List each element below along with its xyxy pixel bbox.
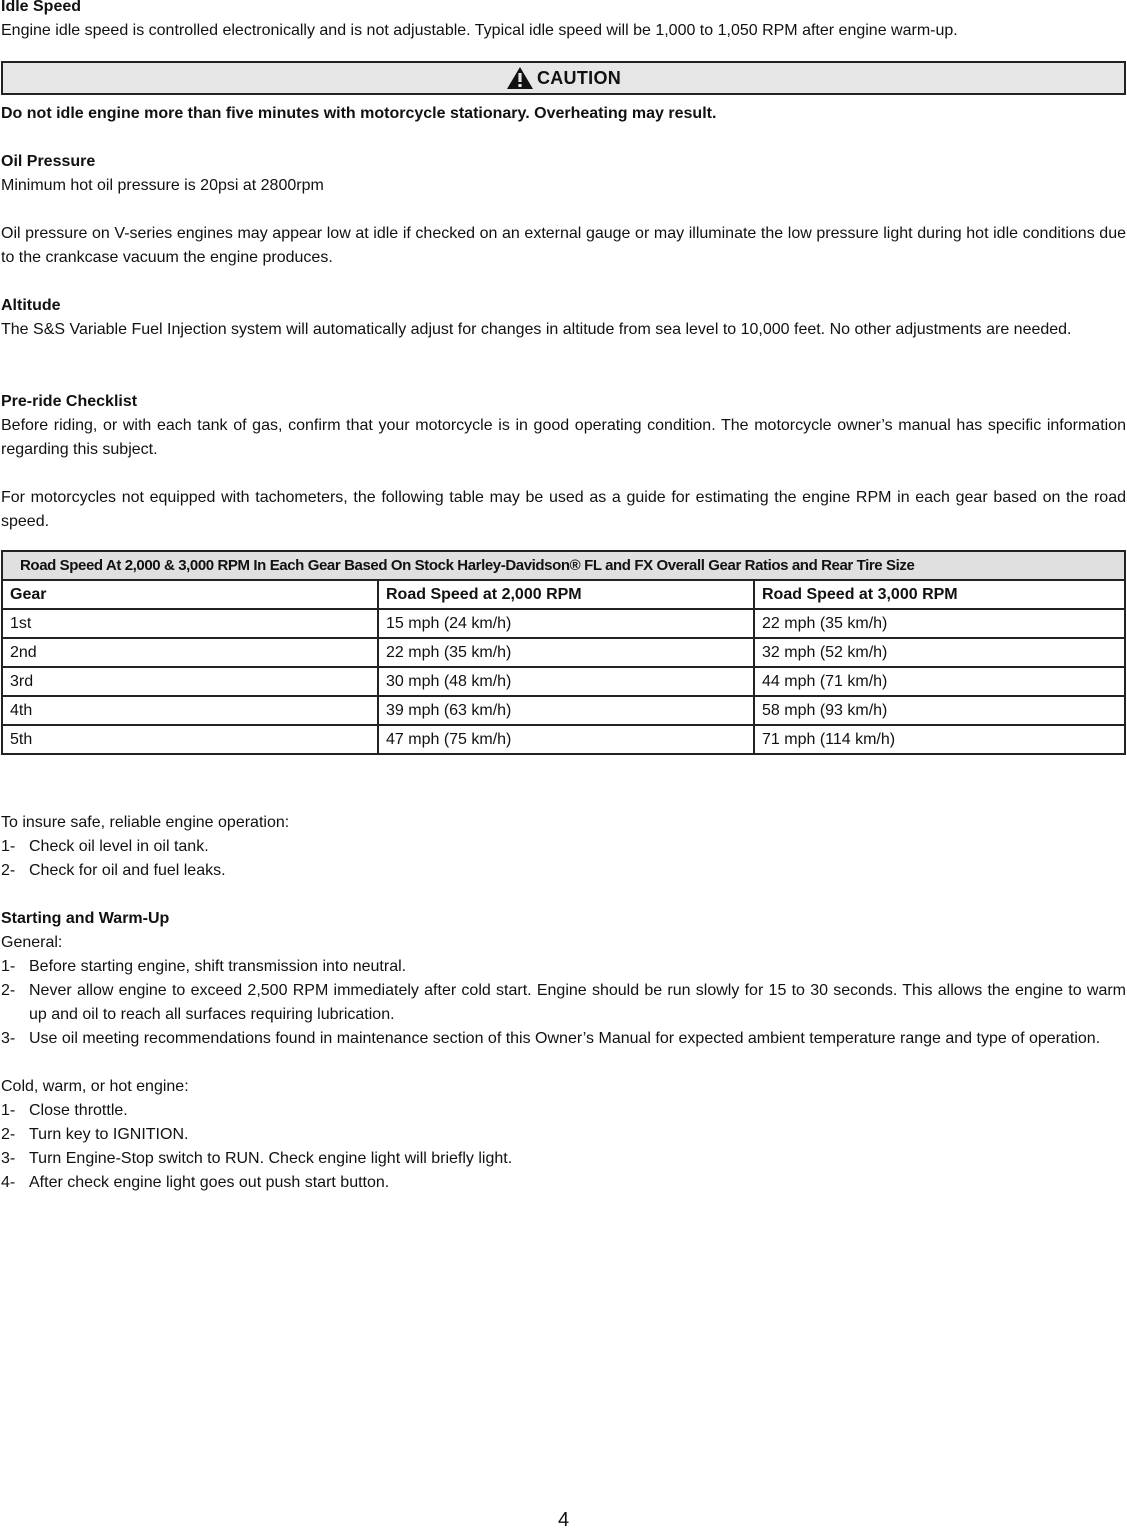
general-label: General:	[1, 934, 63, 951]
list-item	[1, 1171, 1126, 1195]
oil-pressure-minimum: Minimum hot oil pressure is 20psi at 2800rpm	[1, 177, 324, 194]
list-item-number: 2-	[1, 862, 16, 879]
caution-text: Do not idle engine more than five minutes with motorcycle stationary. Overheating may result.	[1, 105, 717, 122]
list-item-text: Close throttle.	[29, 1102, 128, 1119]
road-speed-table	[1, 550, 1126, 755]
list-item-text: Never allow engine to exceed 2,500 RPM immediately after cold start. Engine should be run slowly for 15 to 30 seconds. This allows the engine to warm up and oil to reach all surfaces requiring lubrication.	[29, 982, 1126, 1023]
list-item	[1, 955, 1126, 979]
table-row	[2, 696, 1125, 725]
speed-3000-cell: 71 mph (114 km/h)	[754, 725, 1125, 754]
road-speed-table-caption: Road Speed At 2,000 & 3,000 RPM In Each Gear Based On Stock Harley-Davidson® FL and FX Overall Gear Ratios and Rear Tire Size	[2, 551, 1125, 580]
cold-engine-steps-list	[1, 1099, 1126, 1195]
list-item-text: Before starting engine, shift transmission into neutral.	[29, 958, 407, 975]
speed-3000-cell: 32 mph (52 km/h)	[754, 638, 1125, 667]
list-item-number: 2-	[1, 982, 16, 999]
caution-label: CAUTION	[536, 68, 622, 88]
gear-cell: 4th	[2, 696, 378, 725]
warning-triangle-icon	[506, 66, 534, 90]
gear-cell: 5th	[2, 725, 378, 754]
preride-section	[1, 390, 1126, 534]
list-item-number: 2-	[1, 1126, 16, 1143]
speed-2000-cell: 39 mph (63 km/h)	[378, 696, 754, 725]
speed-2000-cell: 30 mph (48 km/h)	[378, 667, 754, 696]
table-row	[2, 638, 1125, 667]
altitude-text: The S&S Variable Fuel Injection system will automatically adjust for changes in altitude from sea level to 10,000 feet. No other adjustments are needed.	[1, 321, 1072, 338]
list-item	[1, 1027, 1126, 1051]
list-item-text: Check oil level in oil tank.	[29, 838, 209, 855]
page-number: 4	[557, 1509, 570, 1531]
speed-2000-cell: 47 mph (75 km/h)	[378, 725, 754, 754]
oil-pressure-note: Oil pressure on V-series engines may appear low at idle if checked on an external gauge or may illuminate the low pressure light during hot idle conditions due to the crankcase vacuum the engine produces.	[1, 225, 1126, 266]
list-item	[1, 835, 1126, 859]
speed-3000-cell: 22 mph (35 km/h)	[754, 609, 1125, 638]
list-item-text: After check engine light goes out push start button.	[29, 1174, 390, 1191]
idle-speed-heading: Idle Speed	[1, 0, 82, 15]
gear-cell: 2nd	[2, 638, 378, 667]
altitude-heading: Altitude	[1, 297, 61, 314]
manual-page	[1, 0, 1126, 1195]
safe-operation-section	[1, 811, 1126, 883]
list-item-text: Check for oil and fuel leaks.	[29, 862, 226, 879]
caution-banner	[1, 61, 1126, 95]
list-item-text: Use oil meeting recommendations found in maintenance section of this Owner’s Manual for expected ambient temperature range and type of operation.	[29, 1030, 1101, 1047]
list-item	[1, 1123, 1126, 1147]
speed-2000-cell: 22 mph (35 km/h)	[378, 638, 754, 667]
starting-heading: Starting and Warm-Up	[1, 910, 170, 927]
speed-3000-cell: 58 mph (93 km/h)	[754, 696, 1125, 725]
general-steps-list	[1, 955, 1126, 1051]
oil-pressure-section	[1, 150, 1126, 270]
preride-heading: Pre-ride Checklist	[1, 393, 138, 410]
table-row	[2, 667, 1125, 696]
gear-cell: 1st	[2, 609, 378, 638]
speed-2000-cell: 15 mph (24 km/h)	[378, 609, 754, 638]
list-item	[1, 859, 1126, 883]
list-item-number: 1-	[1, 1102, 16, 1119]
table-header-row	[2, 580, 1125, 609]
speed-3000-cell: 44 mph (71 km/h)	[754, 667, 1125, 696]
idle-speed-section	[1, 0, 1126, 43]
list-item	[1, 979, 1126, 1027]
list-item	[1, 1147, 1126, 1171]
preride-table-intro: For motorcycles not equipped with tachometers, the following table may be used as a guide for estimating the engine RPM in each gear based on the road speed.	[1, 489, 1126, 530]
table-row	[2, 725, 1125, 754]
table-row	[2, 609, 1125, 638]
safe-operation-intro: To insure safe, reliable engine operation:	[1, 814, 290, 831]
list-item-text: Turn key to IGNITION.	[29, 1126, 189, 1143]
header-speed-2000: Road Speed at 2,000 RPM	[378, 580, 754, 609]
header-gear: Gear	[2, 580, 378, 609]
header-speed-3000: Road Speed at 3,000 RPM	[754, 580, 1125, 609]
list-item-number: 1-	[1, 958, 16, 975]
idle-speed-text: Engine idle speed is controlled electronically and is not adjustable. Typical idle speed will be 1,000 to 1,050 RPM after engine warm-up.	[1, 22, 958, 39]
list-item-text: Turn Engine-Stop switch to RUN. Check engine light will briefly light.	[29, 1150, 513, 1167]
preride-text: Before riding, or with each tank of gas, confirm that your motorcycle is in good operating condition. The motorcycle owner’s manual has specific information regarding this subject.	[1, 417, 1126, 458]
altitude-section	[1, 294, 1126, 342]
list-item	[1, 1099, 1126, 1123]
oil-pressure-heading: Oil Pressure	[1, 153, 96, 170]
gear-cell: 3rd	[2, 667, 378, 696]
starting-section	[1, 907, 1126, 1195]
list-item-number: 3-	[1, 1030, 16, 1047]
list-item-number: 3-	[1, 1150, 16, 1167]
list-item-number: 4-	[1, 1174, 16, 1191]
cold-engine-label: Cold, warm, or hot engine:	[1, 1078, 189, 1095]
safe-operation-list	[1, 835, 1126, 883]
list-item-number: 1-	[1, 838, 16, 855]
